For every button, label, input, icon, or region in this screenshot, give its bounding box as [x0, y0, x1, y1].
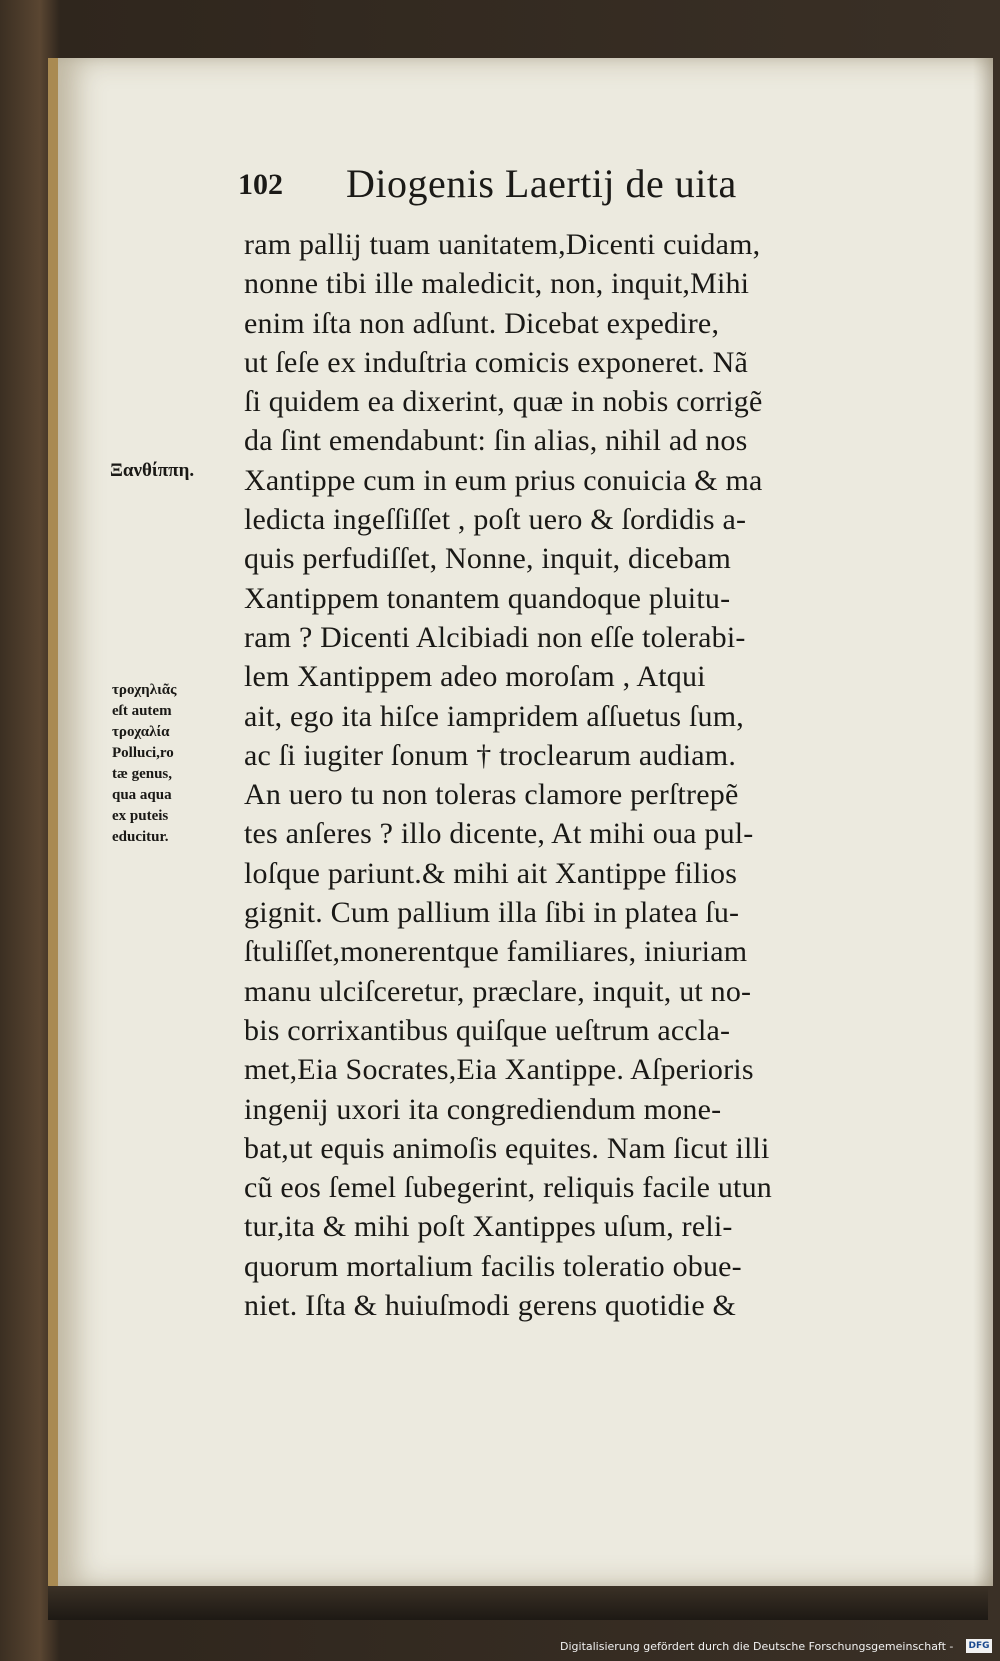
page-number: 102	[238, 168, 283, 201]
text-line: met,Eia Socrates,Eia Xantippe. Aſperioris	[244, 1053, 754, 1087]
text-line: ac ſi iugiter ſonum † troclearum audiam.	[244, 738, 737, 772]
text-line: lem Xantippem adeo moroſam , Atqui	[244, 660, 706, 694]
text-line: Xantippem tonantem quandoque pluitu-	[244, 581, 731, 615]
margin-note-line: τροχηλιᾶς	[112, 682, 177, 698]
book-bottom-edge	[48, 1586, 988, 1620]
text-line: cũ eos ſemel ſubegerint, reliquis facile utun	[244, 1171, 772, 1205]
text-line: ram ? Dicenti Alcibiadi non eſſe tolerabi-	[244, 620, 746, 654]
text-line: bat,ut equis animoſis equites. Nam ſicut illi	[244, 1131, 770, 1165]
margin-note-line: qua aqua	[112, 787, 172, 803]
text-line: manu ulciſceretur, præclare, inquit, ut no-	[244, 974, 752, 1008]
text-line: ait, ego ita hiſce iampridem aſſuetus ſum,	[244, 699, 744, 733]
text-line: quorum mortalium facilis toleratio obue-	[244, 1249, 742, 1283]
margin-note-line: eſt autem	[112, 703, 172, 719]
margin-note-line: Polluci,ro	[112, 745, 174, 761]
page-header	[238, 160, 818, 210]
margin-note-trochlea	[112, 680, 237, 848]
text-line: tes anſeres ? illo dicente, At mihi oua pul-	[244, 817, 754, 851]
page-edge-shadow	[973, 58, 993, 1586]
text-line: ſi quidem ea dixerint, quæ in nobis corrigẽ	[244, 385, 763, 419]
margin-note-line: educitur.	[112, 829, 169, 845]
digitization-credit: Digitalisierung gefördert durch die Deutsche Forschungsgemeinschaft -	[560, 1640, 954, 1653]
text-line: niet. Iſta & huiuſmodi gerens quotidie &	[244, 1289, 737, 1323]
margin-note-line: ex puteis	[112, 808, 169, 824]
text-line: Xantippe cum in eum prius conuicia & ma	[244, 463, 763, 497]
text-line: ſtuliſſet,monerentque familiares, iniuriam	[244, 935, 748, 969]
dfg-logo: DFG	[966, 1639, 992, 1653]
text-line: enim iſta non adſunt. Dicebat expedire,	[244, 306, 720, 340]
text-line: ingenij uxori ita congrediendum mone-	[244, 1092, 722, 1126]
margin-note-xantippe: Ξανθίππη.	[110, 460, 195, 481]
text-line: quis perfudiſſet, Nonne, inquit, dicebam	[244, 542, 732, 576]
text-line: gignit. Cum pallium illa ſibi in platea ſu-	[244, 896, 740, 930]
text-line: ledicta ingeſſiſſet , poſt uero & ſordidis a-	[244, 503, 747, 537]
main-text-block	[244, 225, 904, 1325]
margin-note-line: tæ genus,	[112, 766, 173, 782]
running-title: Diogenis Laertij de uita	[346, 161, 737, 206]
text-line: bis corrixantibus quiſque ueſtrum accla-	[244, 1013, 731, 1047]
text-line: ut ſeſe ex induſtria comicis exponeret. Nã	[244, 345, 749, 379]
text-line: loſque pariunt.& mihi ait Xantippe filios	[244, 856, 738, 890]
text-line: da ſint emendabunt: ſin alias, nihil ad nos	[244, 424, 748, 458]
text-line: ram pallij tuam uanitatem,Dicenti cuidam,	[244, 228, 761, 261]
text-line: tur,ita & mihi poſt Xantippes uſum, reli-	[244, 1210, 733, 1244]
text-line: nonne tibi ille maledicit, non, inquit,Mihi	[244, 267, 750, 301]
text-line: An uero tu non toleras clamore perſtrepẽ	[244, 778, 739, 812]
margin-note-line: τροχαλία	[112, 724, 170, 740]
